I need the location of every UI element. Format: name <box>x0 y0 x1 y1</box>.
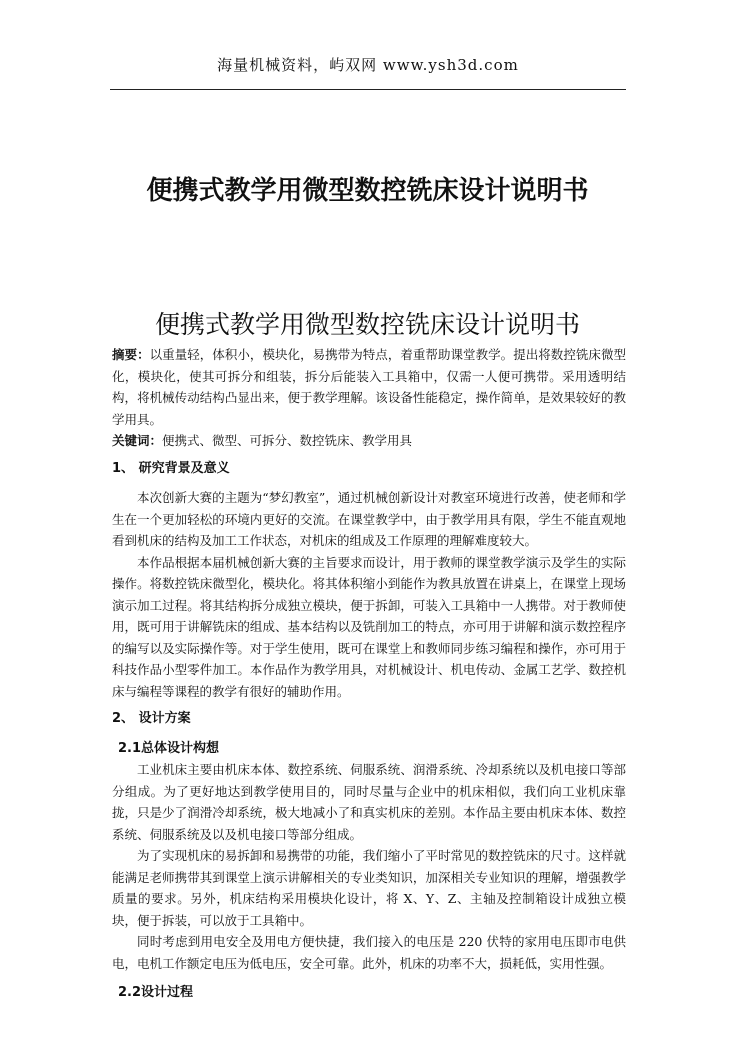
abstract-paragraph <box>112 344 626 430</box>
document-body <box>112 344 626 1004</box>
section-2-2-heading <box>118 982 626 1004</box>
section-2-heading: 2、 设计方案 <box>112 711 191 726</box>
section-1-paragraph-2: 本作品根据本届机械创新大赛的主旨要求而设计，用于教师的课堂教学演示及学生的实际操作。将数控铣床微型化，模块化。将其体积缩小到能作为教具放置在讲桌上，在课堂上现场演示加工过程。将其结构拆分成独立模块，便于拆卸，可装入工具箱中一人携带。对于教师使用，既可用于讲解铣床的组成、基本结构以及铣削加工的特点，亦可用于讲解和演示数控程序的编写以及实际操作等。对于学生使用，既可在课堂上和教师同步练习编程和操作，亦可用于科技作品小型零件加工。本作品作为教学用具，对机械设计、机电传动、金属工艺学、数控机床与编程等课程的教学有很好的辅助作用。 <box>112 554 626 699</box>
section-1-paragraph-1: 本次创新大赛的主题为“梦幻教室”，通过机械创新设计对教室环境进行改善，使老师和学生在一个更加轻松的环境内更好的交流。在课堂教学中，由于教学用具有限，学生不能直观地看到机床的结构及加工工作状态，对机床的组成及工作原理的理解难度较大。 <box>112 490 626 548</box>
document-subtitle: 便携式教学用微型数控铣床设计说明书 <box>154 310 580 339</box>
section-2-2-number: 2.2 <box>118 985 142 1000</box>
section-2-1-paragraph-3: 同时考虑到用电安全及用电方便快捷，我们接入的电压是 220 伏特的家用电压即市电供电，电机工作额定电压为低电压，安全可靠。此外，机床的功率不大，损耗低，实用性强。 <box>112 934 626 971</box>
document-title: 便携式教学用微型数控铣床设计说明书 <box>146 176 589 206</box>
abstract-text: 以重量轻，体积小，模块化，易携带为特点，着重帮助课堂教学。提出将数控铣床微型化，模块化，使其可拆分和组装，拆分后能装入工具箱中，仅需一人便可携带。采用透明结构，将机械传动结构凸显出来，便于教学理解。该设备性能稳定，操作简单，是效果较好的教学用具。 <box>112 347 626 427</box>
header-rule <box>110 89 626 90</box>
section-2-1-title: 总体设计构想 <box>141 740 220 756</box>
section-1-heading: 1、 研究背景及意义 <box>112 460 230 476</box>
keywords-text: 便携式、微型、可拆分、数控铣床、教学用具 <box>162 433 413 448</box>
page-header: 海量机械资料，屿双网 www.ysh3d.com <box>217 56 519 74</box>
section-2-1-heading <box>118 738 626 760</box>
section-2-1-paragraph-2: 为了实现机床的易拆卸和易携带的功能，我们缩小了平时常见的数控铣床的尺寸。这样就能满足老师携带其到课堂上演示讲解相关的专业类知识，加深相关专业知识的理解，增强教学质量的要求。另外，机床结构采用模块化设计，将 X、Y、Z、主轴及控制箱设计成独立模块，便于拆装，可以放于工具箱中。 <box>112 848 626 928</box>
section-2-1-number: 2.1 <box>118 740 142 756</box>
section-2-2-title: 设计过程 <box>141 985 194 1000</box>
keywords-label: 关键词： <box>112 433 163 448</box>
keywords-paragraph <box>112 430 626 452</box>
abstract-label: 摘要： <box>112 347 150 362</box>
section-2-1-paragraph-1: 工业机床主要由机床本体、数控系统、伺服系统、润滑系统、冷却系统以及机电接口等部分组成。为了更好地达到教学使用目的，同时尽量与企业中的机床相似，我们向工业机床靠拢，只是少了润滑冷却系统，极大地减小了和真实机床的差别。本作品主要由机床本体、数控系统、伺服系统及以及机电接口等部分组成。 <box>112 762 626 842</box>
